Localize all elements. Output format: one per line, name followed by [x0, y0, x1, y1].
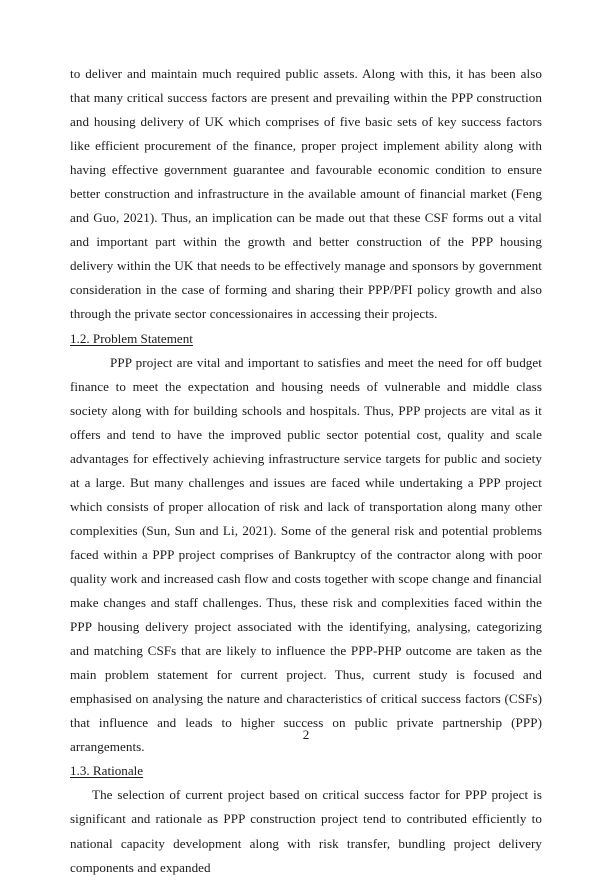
heading-rationale-text: 1.3. Rationale	[70, 763, 144, 779]
paragraph-problem-statement: PPP project are vital and important to satisfies and meet the need for off budget finance to meet the expectation and housing needs of vulnerable and middle class society along with for building schools and hospitals. Thus, PPP projects are vital as it offers and tend to have the improved public sector potential cost, quality and scale advantages for effectively achieving infrastructure service targets for public and society at a large. But many challenges and issues are faced while undertaking a PPP project which consists of proper allocation of risk and lack of transportation along many other complexities (Sun, Sun and Li, 2021). Some of the general risk and potential problems faced within a PPP project comprises of Bankruptcy of the contractor along with poor quality work and increased cash flow and costs together with scope change and financial make changes and staff challenges. Thus, these risk and complexities faced within the PPP housing delivery project associated with the identifying, analysing, categorizing and matching CSFs that are likely to influence the PPP-PHP outcome are taken as the main problem statement for current project. Thus, current study is focused and emphasised on analysing the nature and characteristics of critical success factors (CSFs) that influence and leads to higher success on public private partnership (PPP) arrangements.	[70, 354, 542, 755]
paragraph-continued: to deliver and maintain much required public assets. Along with this, it has been also that many critical success factors are present and prevailing within the PPP construction and housing delivery of UK which comprises of five basic sets of key success factors like efficient procurement of the finance, proper project implement ability along with having effective government guarantee and favourable economic condition to ensure better construction and infrastructure in the available amount of financial market (Feng and Guo, 2021). Thus, an implication can be made out that these CSF forms out a vital and important part within the growth and better construction of the PPP housing delivery within the UK that needs to be effectively manage and sponsors by government consideration in the case of forming and sharing their PPP/PFI policy growth and also through the private sector concessionaires in accessing their projects.	[70, 66, 542, 322]
page-number: 2	[302, 727, 310, 742]
heading-rationale	[70, 759, 542, 783]
page-content	[70, 62, 542, 880]
heading-problem-statement-text: 1.2. Problem Statement	[70, 330, 193, 346]
paragraph-rationale: The selection of current project based on critical success factor for PPP project is significant and rationale as PPP construction project tend to contributed efficiently to national capacity development along with risk transfer, bundling project delivery components and expanded	[70, 787, 542, 875]
heading-problem-statement	[70, 327, 542, 351]
